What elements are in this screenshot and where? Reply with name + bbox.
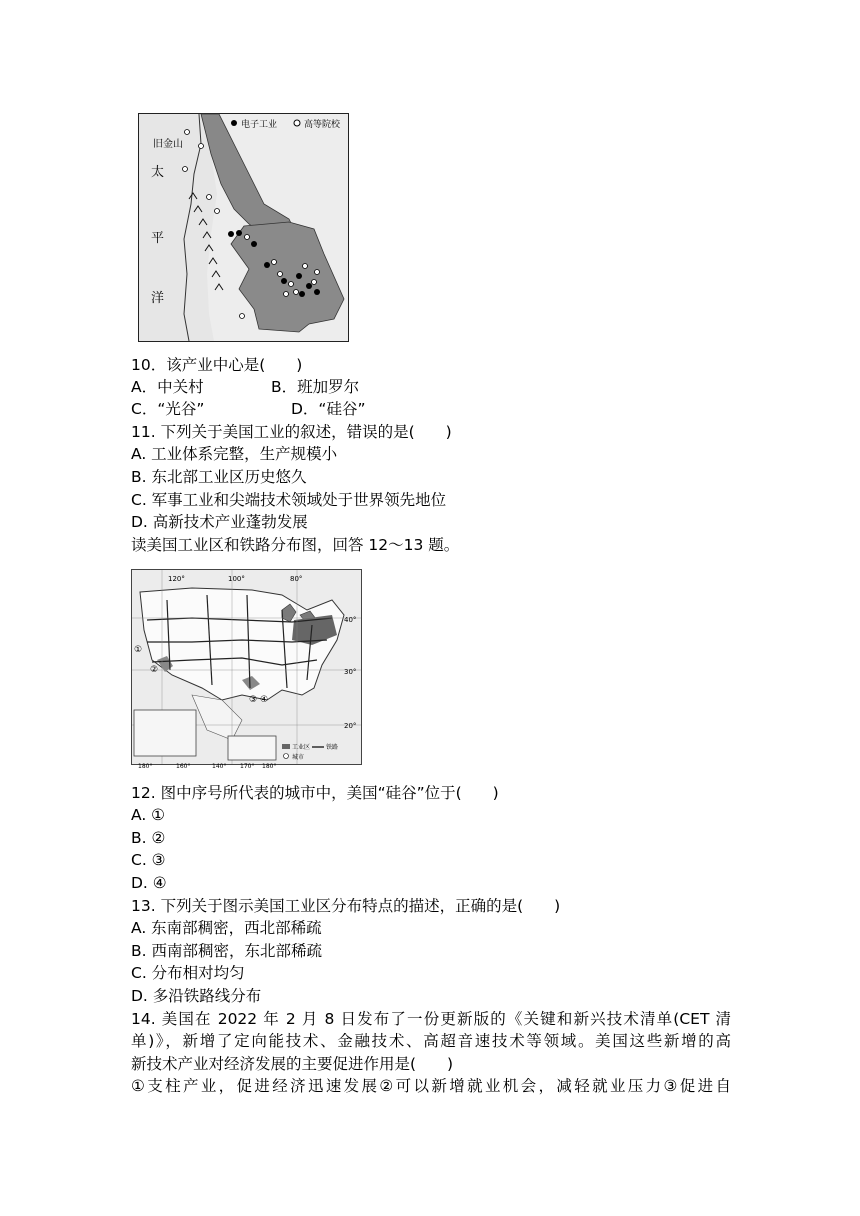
q10-option-c[interactable]: C．“光谷” <box>131 400 205 418</box>
san-francisco-label: 旧金山 <box>153 139 183 150</box>
lon-label-80: 80° <box>290 575 303 583</box>
pacific-label-2: 平 <box>151 231 165 246</box>
q10-option-d[interactable]: D．“硅谷” <box>291 400 366 418</box>
lat-label-20: 20° <box>344 722 357 730</box>
q13-option-d[interactable]: D. 多沿铁路线分布 <box>131 987 262 1005</box>
intro-12-13: 读美国工业区和铁路分布图，回答 12～13 题。 <box>131 536 460 554</box>
pacific-label-1: 太 <box>151 165 165 180</box>
q12-option-a[interactable]: A. ① <box>131 806 166 824</box>
legend-city-label: 城市 <box>292 754 305 761</box>
q12-option-d[interactable]: D. ④ <box>131 874 167 892</box>
q14-line-2: 单)》，新增了定向能技术、金融技术、高超音速技术等领域。美国这些新增的高 <box>131 1032 731 1050</box>
point-label-1: ① <box>134 645 143 655</box>
q14-line-1: 14. 美国在 2022 年 2 月 8 日发布了一份更新版的《关键和新兴技术清单(CET 清 <box>131 1010 731 1028</box>
q13-option-b[interactable]: B. 西南部稠密，东北部稀疏 <box>131 942 322 960</box>
point-label-3: ③ <box>249 695 258 705</box>
q12-stem: 12. 图中序号所代表的城市中，美国“硅谷”位于( ) <box>131 784 499 802</box>
point-label-2: ② <box>150 665 159 675</box>
legend-electronics-label: 电子工业 <box>241 120 278 130</box>
q10-option-a[interactable]: A．中关村 <box>131 378 204 396</box>
legend-industrial-label: 工业区 <box>292 744 311 751</box>
q11-option-b[interactable]: B. 东北部工业区历史悠久 <box>131 468 307 486</box>
bottom-lon-label-5: 180° <box>262 763 277 770</box>
q11-option-a[interactable]: A. 工业体系完整，生产规模小 <box>131 445 338 463</box>
lon-label-100: 100° <box>228 575 245 583</box>
silicon-valley-map <box>138 113 349 342</box>
bottom-lon-label-3: 140° <box>212 763 227 770</box>
us-map-svg <box>132 570 361 770</box>
bottom-lon-label-4: 170° <box>240 763 255 770</box>
bottom-lon-label-2: 160° <box>176 763 191 770</box>
lat-label-40: 40° <box>344 616 357 624</box>
bottom-lon-label-1: 180° <box>138 763 153 770</box>
q10-stem: 10．该产业中心是( ) <box>131 356 303 374</box>
lat-label-30: 30° <box>344 668 357 676</box>
q11-stem: 11. 下列关于美国工业的叙述，错误的是( ) <box>131 423 452 441</box>
q14-line-4: ①支柱产业，促进经济迅速发展②可以新增就业机会，减轻就业压力③促进自 <box>131 1077 731 1095</box>
legend-railway-label: 铁路 <box>326 744 339 751</box>
us-industry-railway-map <box>131 569 362 770</box>
q11-option-c[interactable]: C. 军事工业和尖端技术领域处于世界领先地位 <box>131 491 447 509</box>
q12-option-c[interactable]: C. ③ <box>131 851 166 869</box>
q14-line-3: 新技术产业对经济发展的主要促进作用是( ) <box>131 1055 454 1073</box>
q11-option-d[interactable]: D. 高新技术产业蓬勃发展 <box>131 513 308 531</box>
pacific-label-3: 洋 <box>151 291 165 306</box>
legend-university-label: 高等院校 <box>304 120 341 130</box>
q13-option-c[interactable]: C. 分布相对均匀 <box>131 964 245 982</box>
q10-options-row2 <box>131 399 366 419</box>
q12-option-b[interactable]: B. ② <box>131 829 166 847</box>
q10-option-b[interactable]: B．班加罗尔 <box>271 378 360 396</box>
q13-stem: 13. 下列关于图示美国工业区分布特点的描述，正确的是( ) <box>131 897 561 915</box>
q10-options-row1 <box>131 377 359 397</box>
silicon-valley-map-svg <box>139 114 348 341</box>
point-label-4: ④ <box>260 695 269 705</box>
lon-label-120: 120° <box>168 575 185 583</box>
q13-option-a[interactable]: A. 东南部稠密，西北部稀疏 <box>131 919 322 937</box>
